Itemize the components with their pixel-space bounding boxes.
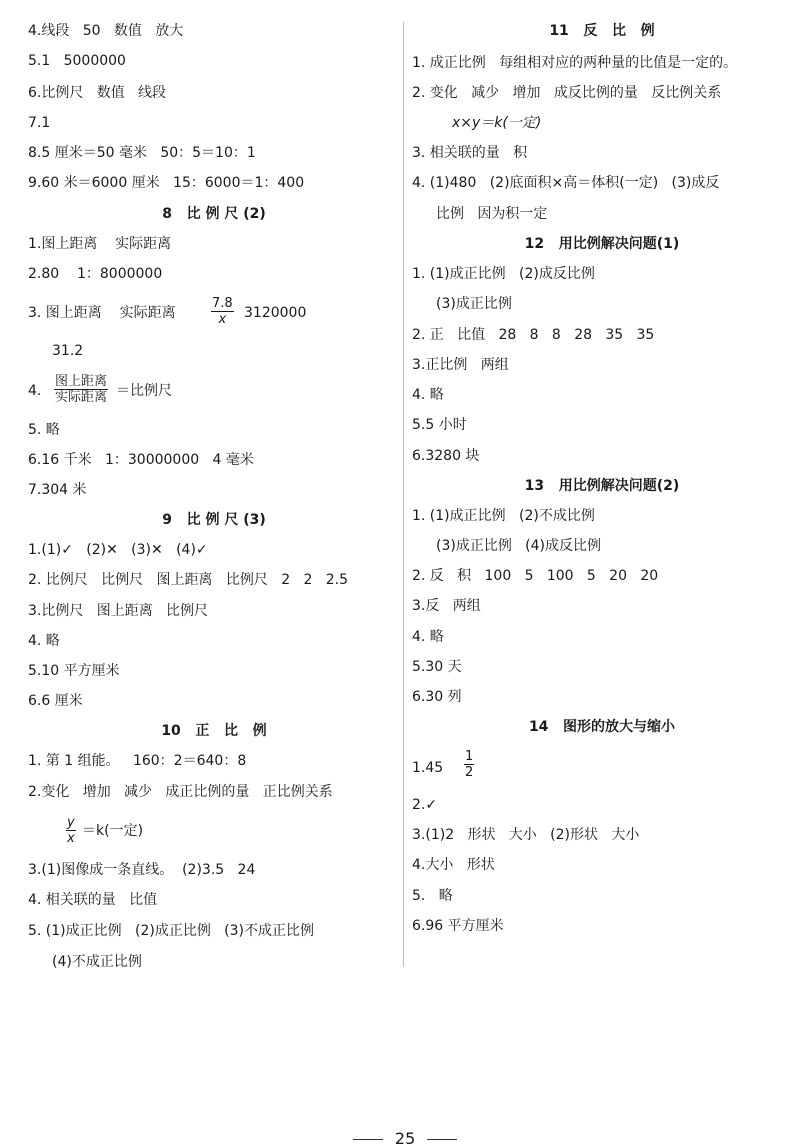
answer-line: (4)不成正比例	[52, 954, 142, 970]
fraction	[66, 815, 76, 846]
fraction	[211, 296, 234, 327]
answer-line: 2.变化 增加 减少 成正比例的量 正比例关系	[28, 784, 333, 800]
footer-dash	[353, 1139, 383, 1140]
answer-line: ＝k(一定)	[82, 823, 144, 839]
section-title: 11 反 比 例	[549, 23, 655, 39]
fraction-numerator: 1	[465, 749, 474, 764]
answer-line: 1.(1)✓ (2)✕ (3)✕ (4)✓	[28, 542, 208, 558]
answer-line: 4. 略	[412, 387, 444, 403]
answer-line: 1. (1)成正比例 (2)成反比例	[412, 266, 595, 282]
answer-line: 5.10 平方厘米	[28, 663, 120, 679]
answer-line: 6.6 厘米	[28, 693, 83, 709]
answer-line: 5. (1)成正比例 (2)成正比例 (3)不成正比例	[28, 923, 315, 939]
fraction	[464, 749, 474, 780]
answer-line: 6.96 平方厘米	[412, 918, 504, 934]
answer-line: 7.1	[28, 115, 51, 131]
page-footer	[0, 1110, 800, 1148]
page-number: 25	[394, 1129, 416, 1148]
answer-line: 4. (1)480 (2)底面积×高＝体积(一定) (3)成反	[412, 175, 720, 191]
column-divider	[403, 22, 404, 967]
answer-line: 3.(1)图像成一条直线。 (2)3.5 24	[28, 862, 256, 878]
answer-line: 5.30 天	[412, 659, 462, 675]
answer-line: (3)成正比例	[436, 296, 512, 312]
answer-line: 5.1 5000000	[28, 53, 126, 69]
answer-line: 2.✓	[412, 797, 438, 813]
fraction-denominator: x	[218, 312, 227, 327]
section-title: 12 用比例解决问题(1)	[524, 236, 680, 252]
answer-line: 9.60 米＝6000 厘米 15：6000＝1：400	[28, 175, 305, 191]
answer-line: 3.正比例 两组	[412, 357, 509, 373]
section-title: 9 比 例 尺 (3)	[162, 512, 266, 528]
fraction-denominator: 实际距离	[55, 390, 108, 405]
answer-line: 3. 图上距离 实际距离	[28, 305, 176, 321]
answer-line: 6.3280 块	[412, 448, 480, 464]
fraction-numerator: y	[67, 815, 75, 830]
answer-line: 1. (1)成正比例 (2)不成比例	[412, 508, 595, 524]
answer-line: ＝比例尺	[116, 383, 172, 399]
answer-line: 3120000	[244, 305, 307, 321]
answer-line: 5.5 小时	[412, 417, 467, 433]
answer-line: 1. 第 1 组能。 160：2＝640：8	[28, 753, 247, 769]
section-title: 10 正 比 例	[161, 723, 267, 739]
answer-line: 3. 相关联的量 积	[412, 145, 528, 161]
fraction-denominator: x	[67, 831, 75, 846]
answer-line: 6.30 列	[412, 689, 462, 705]
section-title: 13 用比例解决问题(2)	[524, 478, 680, 494]
answer-line: 比例 因为积一定	[436, 206, 548, 222]
answer-line: 2. 正 比值 28 8 8 28 35 35	[412, 327, 655, 343]
answer-line: (3)成正比例 (4)成反比例	[436, 538, 602, 554]
answer-line: 4.线段 50 数值 放大	[28, 23, 184, 39]
answer-line: 3.反 两组	[412, 598, 481, 614]
answer-line: 4. 相关联的量 比值	[28, 892, 158, 908]
fraction-numerator: 7.8	[212, 296, 233, 311]
answer-line: 2. 比例尺 比例尺 图上距离 比例尺 2 2 2.5	[28, 572, 348, 588]
answer-line: 6.比例尺 数值 线段	[28, 85, 167, 101]
answer-line: 6.16 千米 1：30000000 4 毫米	[28, 452, 254, 468]
answer-line: 1.45	[412, 760, 444, 776]
answer-line: 4. 略	[412, 629, 444, 645]
answer-line: 4.大小 形状	[412, 857, 495, 873]
answer-line: 2. 反 积 100 5 100 5 20 20	[412, 568, 659, 584]
answer-line: x×y＝k(一定)	[452, 115, 542, 131]
fraction-denominator: 2	[465, 765, 474, 780]
answer-line: 2.80 1：8000000	[28, 266, 163, 282]
answer-line: 4. 略	[28, 633, 60, 649]
answer-line: 5. 略	[28, 422, 60, 438]
answer-line: 1. 成正比例 每组相对应的两种量的比值是一定的。	[412, 55, 738, 71]
answer-line: 3.(1)2 形状 大小 (2)形状 大小	[412, 827, 640, 843]
answer-line: 5. 略	[412, 888, 453, 904]
fraction	[54, 374, 108, 405]
answer-line: 1.图上距离 实际距离	[28, 236, 172, 252]
section-title: 8 比 例 尺 (2)	[162, 206, 266, 222]
answer-line: 31.2	[52, 343, 84, 359]
answer-line: 3.比例尺 图上距离 比例尺	[28, 603, 209, 619]
section-title: 14 图形的放大与缩小	[528, 719, 676, 735]
answer-line: 7.304 米	[28, 482, 87, 498]
answer-line: 2. 变化 减少 增加 成反比例的量 反比例关系	[412, 85, 722, 101]
footer-dash	[427, 1139, 457, 1140]
fraction-numerator: 图上距离	[55, 374, 108, 389]
answer-line: 8.5 厘米＝50 毫米 50：5＝10：1	[28, 145, 256, 161]
